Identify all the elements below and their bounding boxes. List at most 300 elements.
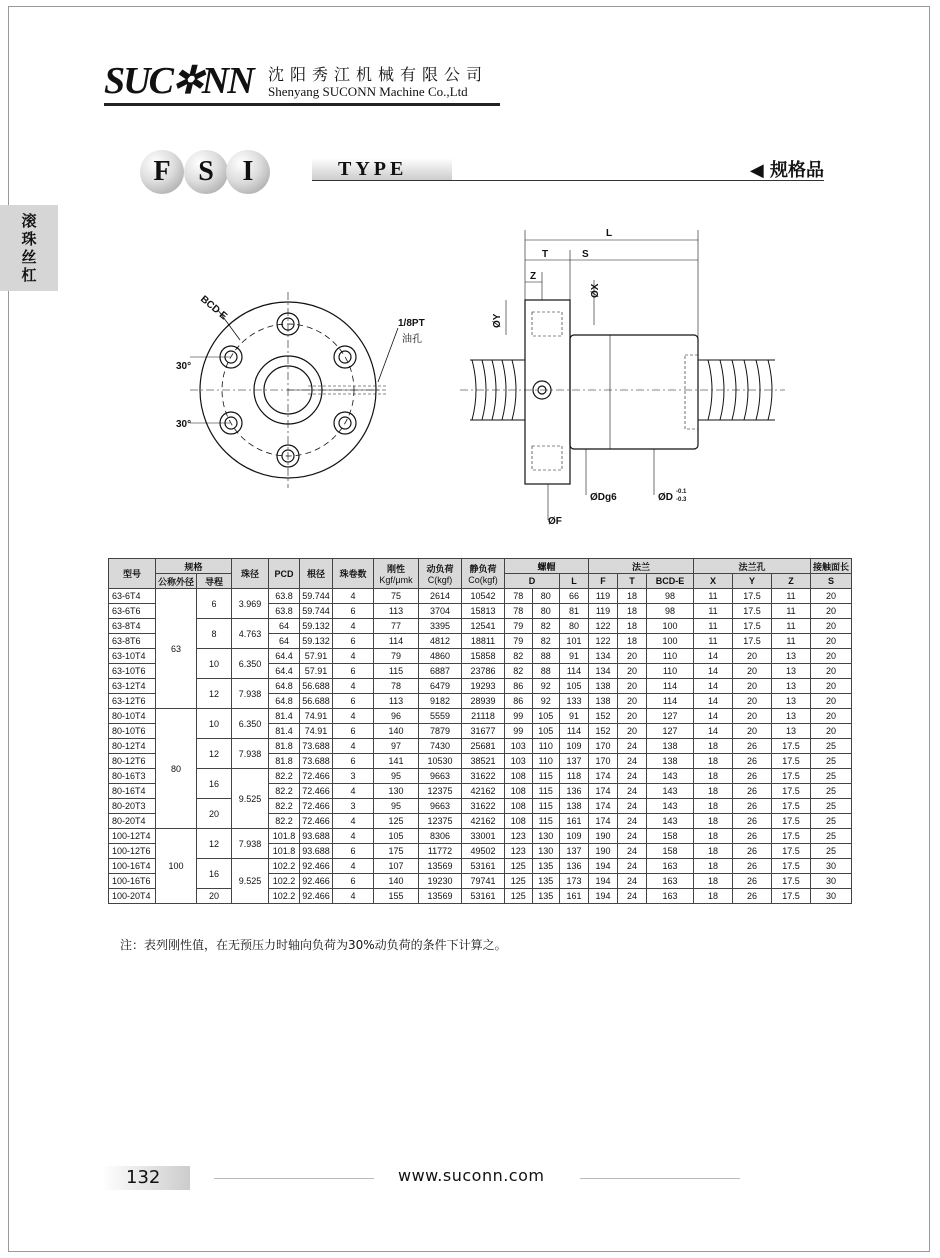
cell-nut-D2: 115 [532,784,560,799]
cell-flange-bcde: 143 [647,769,694,784]
table-row [109,679,852,694]
cell-contact-S: 20 [811,724,852,739]
cell-nut-D2: 110 [532,739,560,754]
cell-pcd: 64.8 [269,694,300,709]
cell-flange-F: 194 [589,889,618,904]
cell-flange-F: 122 [589,619,618,634]
cell-ball: 7.938 [232,679,269,709]
cell-model: 63-10T4 [109,649,156,664]
cell-root: 72.466 [300,784,333,799]
cell-nut-D1: 86 [505,679,533,694]
cell-flange-F: 170 [589,739,618,754]
cell-dynamic: 10530 [419,754,462,769]
cell-pcd: 102.2 [269,874,300,889]
cell-nut-L: 161 [560,814,589,829]
cell-hole-Z: 11 [772,634,811,649]
cell-static: 15813 [462,604,505,619]
cell-hole-X: 14 [694,709,733,724]
footer-rule-left [214,1178,374,1179]
cell-model: 80-16T4 [109,784,156,799]
cell-static: 49502 [462,844,505,859]
cell-hole-Z: 17.5 [772,814,811,829]
cell-flange-F: 152 [589,724,618,739]
cell-root: 59.744 [300,604,333,619]
cell-nominal: 100 [156,829,197,904]
cell-pcd: 102.2 [269,889,300,904]
cell-nut-D1: 78 [505,604,533,619]
cell-hole-Z: 11 [772,589,811,604]
cell-pcd: 64.4 [269,649,300,664]
cell-lead: 6 [197,589,232,619]
col-hole-X: X [694,574,733,589]
label-D: ØD [658,492,673,503]
cell-nut-D1: 125 [505,874,533,889]
cell-hole-Y: 20 [733,649,772,664]
cell-root: 57.91 [300,649,333,664]
cell-flange-bcde: 143 [647,799,694,814]
cell-hole-Z: 17.5 [772,784,811,799]
cell-rigidity: 95 [374,799,419,814]
cell-hole-X: 18 [694,799,733,814]
company-name-en: Shenyang SUCONN Machine Co.,Ltd [268,84,468,99]
col-contact: 接触面长 [811,559,852,574]
cell-static: 31677 [462,724,505,739]
type-bar [312,158,824,181]
cell-nut-D2: 82 [532,634,560,649]
cell-contact-S: 20 [811,679,852,694]
cell-nut-L: 105 [560,679,589,694]
cell-hole-X: 14 [694,664,733,679]
cell-hole-X: 18 [694,784,733,799]
cell-turns: 3 [333,769,374,784]
cell-nut-L: 136 [560,784,589,799]
col-rigidity: 刚性 Kgf/μmk [374,559,419,589]
cell-hole-X: 11 [694,619,733,634]
table-row [109,829,852,844]
cell-rigidity: 79 [374,649,419,664]
cell-turns: 6 [333,724,374,739]
label-oil-hole: 油孔 [402,334,422,345]
cell-flange-T: 18 [618,604,647,619]
col-nut: 螺帽 [505,559,589,574]
cell-hole-X: 18 [694,739,733,754]
cell-nut-D1: 103 [505,754,533,769]
cell-nominal: 80 [156,709,197,829]
cell-rigidity: 115 [374,664,419,679]
cell-turns: 6 [333,604,374,619]
label-angle-bottom: 30° [176,419,192,430]
cell-flange-T: 24 [618,874,647,889]
cell-nut-D2: 88 [532,664,560,679]
cell-flange-T: 20 [618,694,647,709]
cell-turns: 6 [333,754,374,769]
cell-hole-Z: 17.5 [772,739,811,754]
cell-nut-D2: 92 [532,694,560,709]
table-note: 注：表列刚性值，在无预压力时轴向负荷为30%动负荷的条件下计算之。 [120,938,507,952]
cell-flange-F: 170 [589,754,618,769]
label-Y: ØY [492,313,503,328]
cell-flange-T: 24 [618,889,647,904]
cell-lead: 16 [197,859,232,889]
cell-nut-D1: 108 [505,784,533,799]
website-url: www.suconn.com [398,1166,545,1185]
cell-flange-bcde: 158 [647,844,694,859]
cell-contact-S: 20 [811,649,852,664]
cell-root: 74.91 [300,724,333,739]
cell-dynamic: 8306 [419,829,462,844]
cell-turns: 4 [333,829,374,844]
cell-root: 56.688 [300,679,333,694]
cell-rigidity: 105 [374,829,419,844]
cell-flange-bcde: 143 [647,814,694,829]
cell-model: 63-10T6 [109,664,156,679]
cell-flange-F: 174 [589,799,618,814]
cell-flange-F: 174 [589,769,618,784]
cell-pcd: 82.2 [269,814,300,829]
cell-rigidity: 107 [374,859,419,874]
cell-model: 100-12T4 [109,829,156,844]
cell-nut-D1: 78 [505,589,533,604]
cell-model: 63-6T6 [109,604,156,619]
cell-static: 79741 [462,874,505,889]
cell-flange-bcde: 143 [647,784,694,799]
col-static: 静负荷 Co(kgf) [462,559,505,589]
cell-lead: 10 [197,709,232,739]
cell-nut-D2: 115 [532,799,560,814]
table-row [109,589,852,604]
cell-contact-S: 20 [811,709,852,724]
col-contact-S: S [811,574,852,589]
col-turns: 珠卷数 [333,559,374,589]
cell-turns: 4 [333,649,374,664]
cell-flange-bcde: 98 [647,604,694,619]
cell-ball: 6.350 [232,649,269,679]
cell-nut-D2: 135 [532,874,560,889]
cell-hole-X: 18 [694,889,733,904]
cell-nut-L: 118 [560,769,589,784]
label-angle-top: 30° [176,361,192,372]
cell-pcd: 81.4 [269,709,300,724]
cell-hole-Y: 20 [733,709,772,724]
cell-nut-D2: 115 [532,814,560,829]
cell-rigidity: 97 [374,739,419,754]
cell-rigidity: 95 [374,769,419,784]
cell-nut-L: 133 [560,694,589,709]
cell-pcd: 81.8 [269,739,300,754]
cell-flange-bcde: 138 [647,754,694,769]
company-name-cn: 沈阳秀江机械有限公司 [268,65,489,84]
table-row [109,769,852,784]
cell-static: 10542 [462,589,505,604]
cell-lead: 8 [197,619,232,649]
cell-flange-T: 20 [618,664,647,679]
cell-static: 15858 [462,649,505,664]
cell-model: 80-12T6 [109,754,156,769]
cell-hole-X: 14 [694,694,733,709]
cell-hole-Y: 26 [733,859,772,874]
cell-model: 80-10T6 [109,724,156,739]
cell-turns: 6 [333,874,374,889]
cell-nut-D2: 105 [532,709,560,724]
cell-rigidity: 113 [374,604,419,619]
col-dynamic: 动负荷 C(kgf) [419,559,462,589]
cell-flange-T: 24 [618,784,647,799]
cell-flange-F: 119 [589,589,618,604]
label-L: L [606,228,613,239]
cell-contact-S: 25 [811,829,852,844]
cell-nut-D1: 99 [505,709,533,724]
col-nut-L: L [560,574,589,589]
cell-turns: 4 [333,889,374,904]
cell-hole-Y: 26 [733,829,772,844]
cell-root: 92.466 [300,859,333,874]
cell-nut-D2: 110 [532,754,560,769]
cell-nut-D1: 82 [505,649,533,664]
cell-root: 72.466 [300,769,333,784]
cell-hole-Y: 17.5 [733,634,772,649]
cell-root: 74.91 [300,709,333,724]
cell-turns: 4 [333,619,374,634]
cell-flange-T: 20 [618,649,647,664]
cell-flange-F: 190 [589,844,618,859]
cell-flange-bcde: 114 [647,679,694,694]
cell-static: 53161 [462,859,505,874]
cell-nut-L: 138 [560,799,589,814]
cell-nut-L: 66 [560,589,589,604]
cell-nut-L: 91 [560,709,589,724]
cell-flange-F: 119 [589,604,618,619]
cell-hole-Y: 20 [733,664,772,679]
cell-rigidity: 130 [374,784,419,799]
cell-dynamic: 5559 [419,709,462,724]
cell-hole-Y: 26 [733,889,772,904]
cell-flange-T: 24 [618,769,647,784]
cell-hole-Z: 13 [772,649,811,664]
col-flange-F: F [589,574,618,589]
col-root: 根径 [300,559,333,589]
cell-ball: 9.525 [232,859,269,904]
cell-dynamic: 3395 [419,619,462,634]
cell-nut-L: 91 [560,649,589,664]
cell-root: 72.466 [300,799,333,814]
label-F: ØF [548,516,562,527]
cell-contact-S: 20 [811,694,852,709]
cell-root: 92.466 [300,874,333,889]
nut-body [570,335,698,449]
cell-pcd: 82.2 [269,769,300,784]
cell-flange-F: 194 [589,859,618,874]
cell-nut-D2: 115 [532,769,560,784]
cell-static: 21118 [462,709,505,724]
cell-contact-S: 25 [811,844,852,859]
cell-hole-Y: 26 [733,814,772,829]
cell-nut-D1: 123 [505,829,533,844]
cell-lead: 12 [197,739,232,769]
cell-hole-Y: 20 [733,724,772,739]
cell-static: 23786 [462,664,505,679]
cell-pcd: 64.4 [269,664,300,679]
cell-pcd: 82.2 [269,784,300,799]
cell-flange-F: 138 [589,679,618,694]
cell-model: 63-6T4 [109,589,156,604]
label-Dg6: ØDg6 [590,492,617,503]
side-tab-char: 珠 [21,230,37,248]
cell-dynamic: 7879 [419,724,462,739]
cell-hole-Z: 17.5 [772,889,811,904]
cell-model: 63-12T4 [109,679,156,694]
cell-root: 73.688 [300,739,333,754]
cell-flange-T: 24 [618,829,647,844]
cell-nut-D2: 82 [532,619,560,634]
cell-dynamic: 2614 [419,589,462,604]
col-hole-Y: Y [733,574,772,589]
cell-nut-L: 114 [560,724,589,739]
cell-flange-bcde: 127 [647,709,694,724]
side-tab-char: 杠 [21,266,37,284]
cell-pcd: 81.4 [269,724,300,739]
cell-flange-F: 174 [589,814,618,829]
cell-turns: 4 [333,859,374,874]
cell-hole-X: 18 [694,814,733,829]
cell-flange-bcde: 100 [647,619,694,634]
cell-flange-bcde: 138 [647,739,694,754]
col-ball: 珠径 [232,559,269,589]
cell-lead: 12 [197,829,232,859]
page-number: 132 [102,1166,190,1190]
cell-rigidity: 175 [374,844,419,859]
table-row [109,889,852,904]
cell-nut-D2: 130 [532,829,560,844]
col-hole-Z: Z [772,574,811,589]
cell-nut-L: 109 [560,829,589,844]
cell-static: 12541 [462,619,505,634]
cell-turns: 6 [333,664,374,679]
cell-flange-bcde: 158 [647,829,694,844]
cell-nut-D2: 80 [532,604,560,619]
cell-dynamic: 7430 [419,739,462,754]
cell-nut-D1: 103 [505,739,533,754]
cell-hole-Z: 17.5 [772,799,811,814]
cell-flange-bcde: 127 [647,724,694,739]
cell-hole-Z: 13 [772,724,811,739]
cell-nut-L: 80 [560,619,589,634]
cell-model: 63-8T4 [109,619,156,634]
cell-root: 59.132 [300,634,333,649]
cell-nut-D2: 80 [532,589,560,604]
cell-pcd: 82.2 [269,799,300,814]
cell-model: 80-10T4 [109,709,156,724]
cell-static: 53161 [462,889,505,904]
cell-dynamic: 9663 [419,769,462,784]
cell-flange-F: 194 [589,874,618,889]
title-letter: F [140,150,184,194]
spec-table [108,558,852,904]
cell-rigidity: 141 [374,754,419,769]
cell-hole-X: 14 [694,724,733,739]
cell-hole-X: 14 [694,649,733,664]
cell-flange-T: 24 [618,859,647,874]
cell-hole-Z: 11 [772,604,811,619]
cell-pcd: 81.8 [269,754,300,769]
cell-hole-Z: 17.5 [772,844,811,859]
cell-model: 80-12T4 [109,739,156,754]
cell-model: 100-12T6 [109,844,156,859]
cell-static: 31622 [462,799,505,814]
cell-nut-L: 136 [560,859,589,874]
cell-hole-Z: 13 [772,709,811,724]
cell-nut-D2: 135 [532,889,560,904]
cell-hole-X: 18 [694,844,733,859]
cell-flange-T: 20 [618,679,647,694]
cell-dynamic: 13569 [419,889,462,904]
cell-nut-L: 137 [560,754,589,769]
cell-contact-S: 25 [811,739,852,754]
cell-hole-Y: 26 [733,799,772,814]
cell-pcd: 101.8 [269,829,300,844]
cell-flange-F: 134 [589,649,618,664]
cell-hole-Z: 17.5 [772,829,811,844]
cell-hole-Y: 26 [733,874,772,889]
cell-flange-bcde: 110 [647,649,694,664]
cell-hole-X: 18 [694,754,733,769]
cell-nut-D1: 125 [505,859,533,874]
cell-hole-Z: 13 [772,694,811,709]
table-row [109,859,852,874]
cell-static: 18811 [462,634,505,649]
spec-label: ◀ 规格品 [749,160,824,181]
cell-contact-S: 30 [811,859,852,874]
cell-flange-T: 24 [618,754,647,769]
col-model: 型号 [109,559,156,589]
cell-pcd: 102.2 [269,859,300,874]
col-spec: 规格 [156,559,232,574]
cell-nut-D1: 108 [505,769,533,784]
cell-nut-D2: 135 [532,859,560,874]
col-flange-T: T [618,574,647,589]
cell-flange-bcde: 163 [647,859,694,874]
cell-nut-D1: 108 [505,799,533,814]
cell-flange-bcde: 110 [647,664,694,679]
cell-nut-D1: 86 [505,694,533,709]
cell-nut-L: 114 [560,664,589,679]
cell-flange-T: 24 [618,844,647,859]
cell-turns: 4 [333,709,374,724]
cell-dynamic: 19230 [419,874,462,889]
cell-hole-Y: 26 [733,739,772,754]
cell-model: 100-16T6 [109,874,156,889]
cell-nut-D2: 92 [532,679,560,694]
cell-hole-Y: 20 [733,694,772,709]
col-flange: 法兰 [589,559,694,574]
cell-turns: 6 [333,844,374,859]
header-rule [104,103,500,106]
table-row [109,739,852,754]
cell-rigidity: 113 [374,694,419,709]
table-row [109,709,852,724]
cell-dynamic: 11772 [419,844,462,859]
table-row [109,649,852,664]
spec-table-body [109,589,852,904]
cell-flange-F: 174 [589,784,618,799]
col-nominal: 公称外径 [156,574,197,589]
cell-hole-Y: 26 [733,769,772,784]
cell-contact-S: 30 [811,889,852,904]
cell-contact-S: 20 [811,619,852,634]
cell-root: 93.688 [300,844,333,859]
cell-dynamic: 6887 [419,664,462,679]
cell-turns: 6 [333,634,374,649]
cell-pcd: 64 [269,634,300,649]
